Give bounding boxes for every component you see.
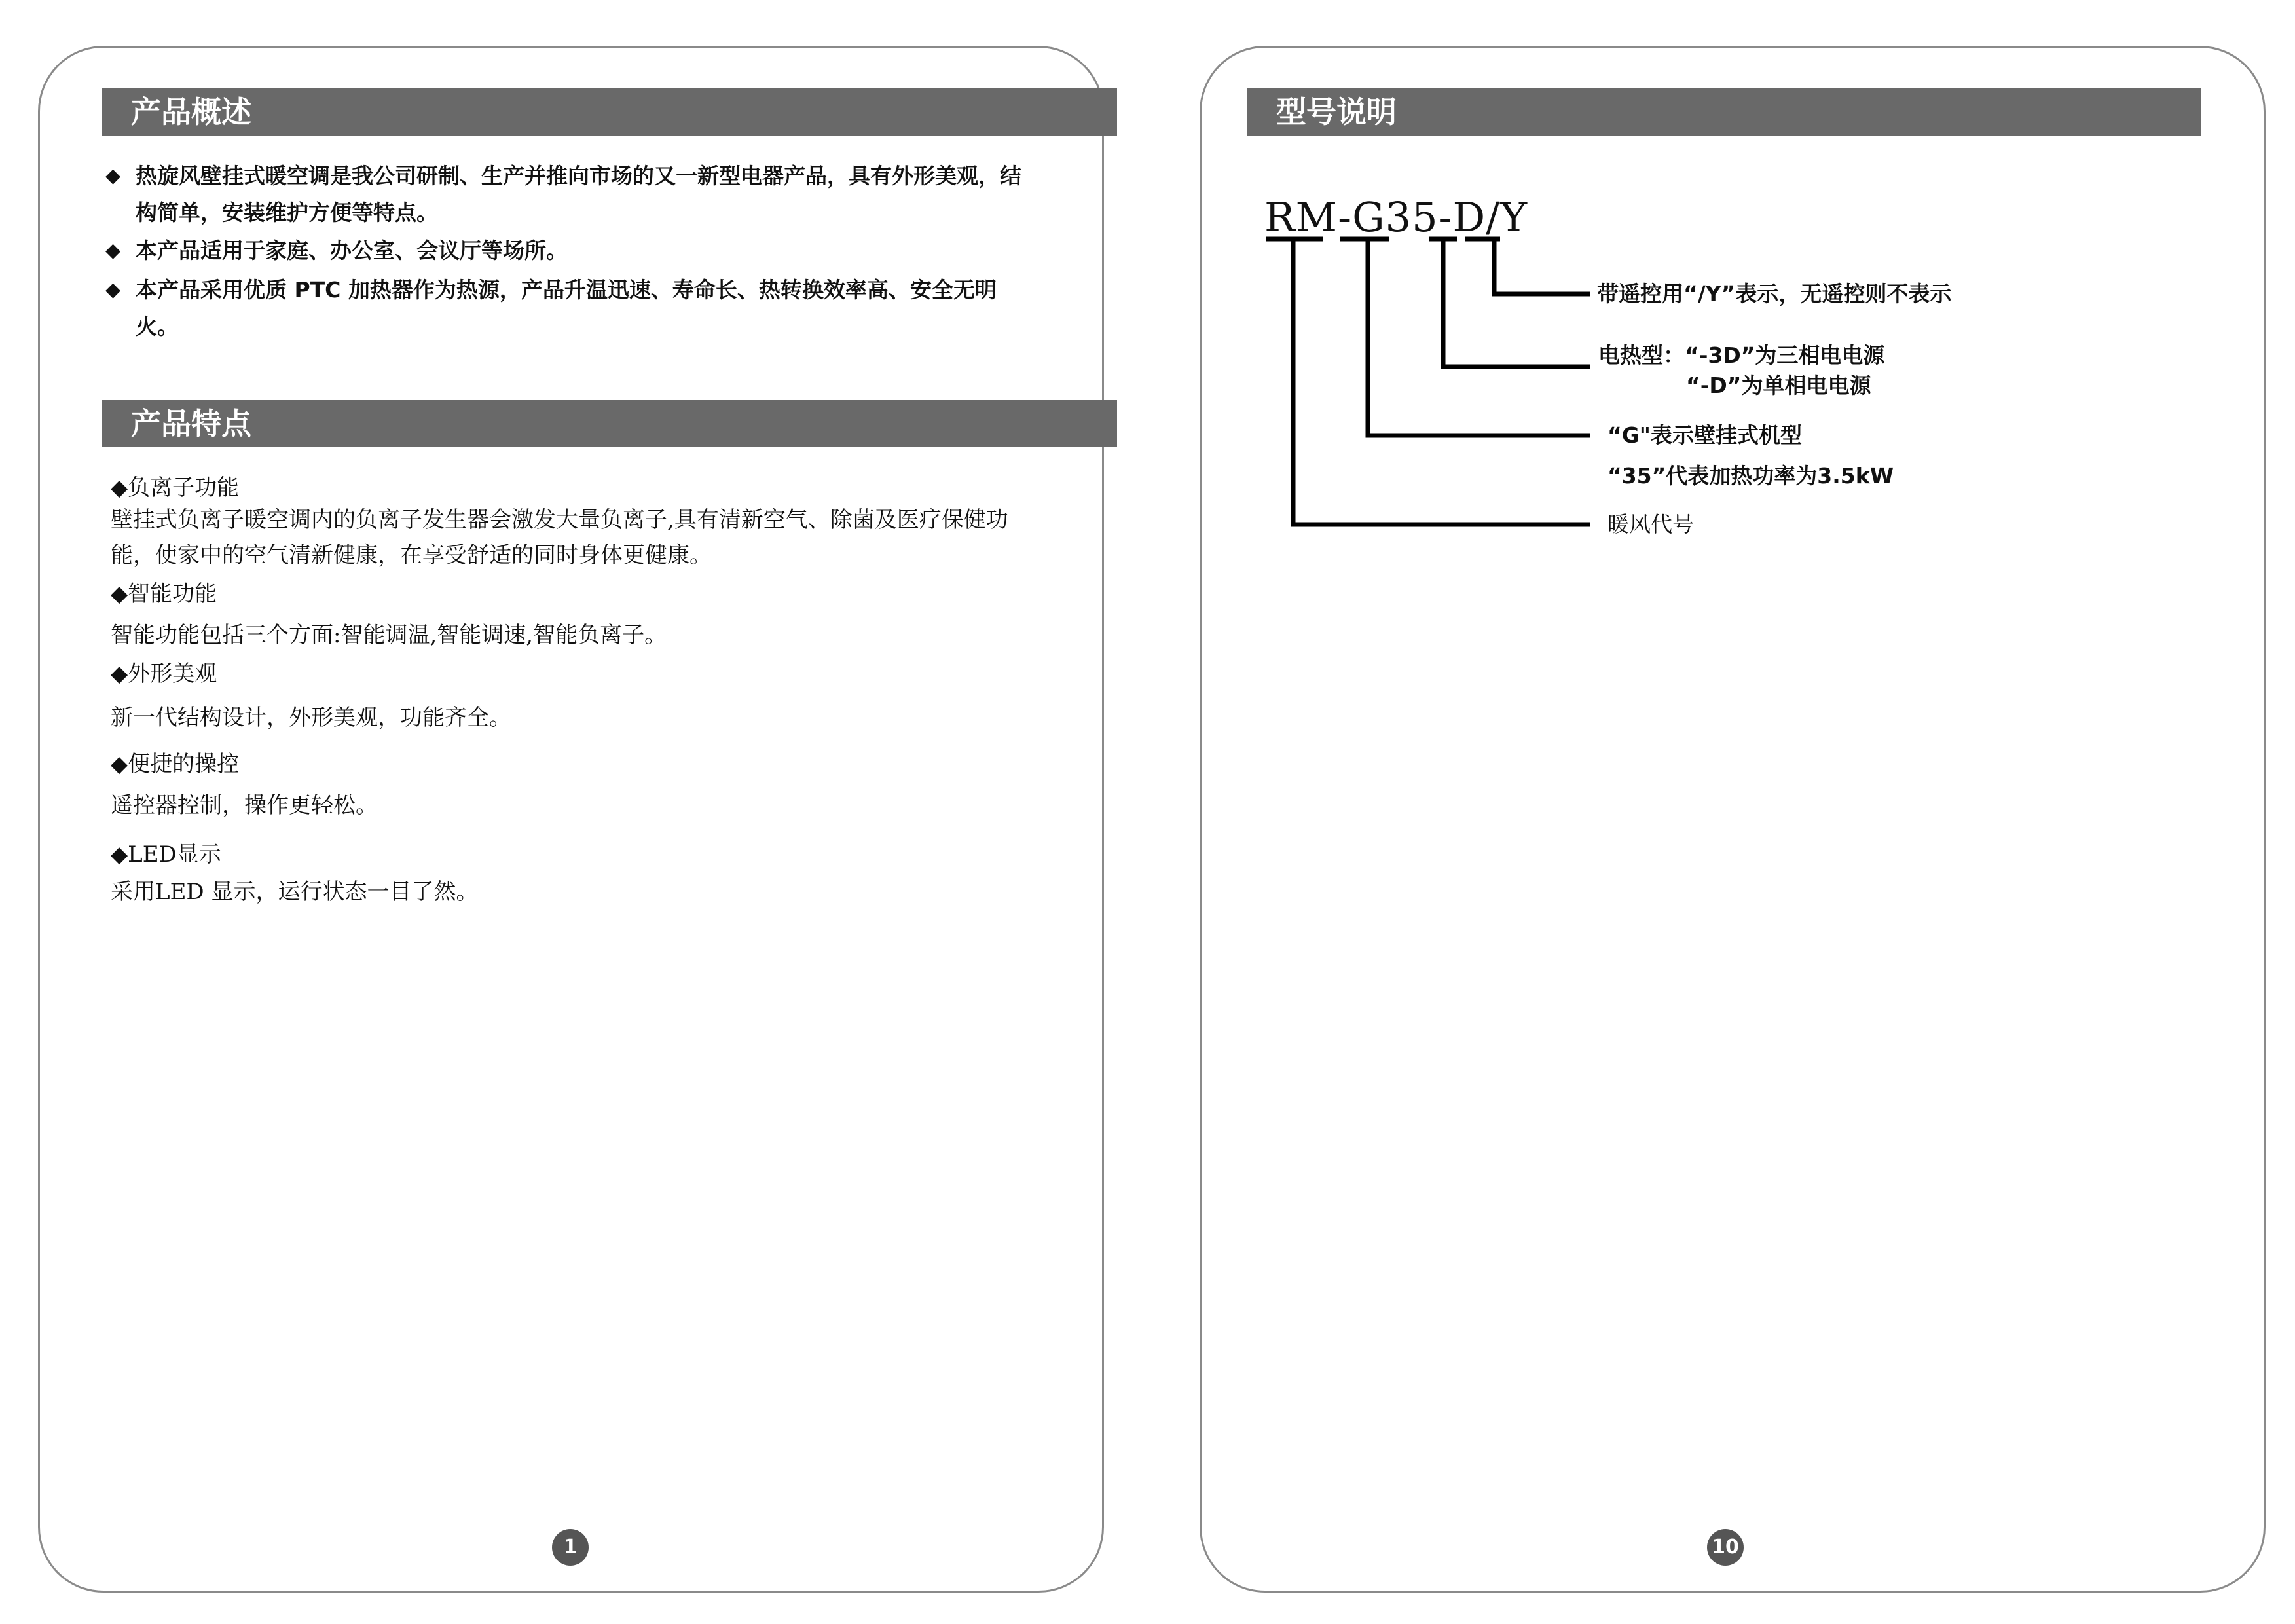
bracket-g35-line [1368, 239, 1590, 435]
diamond-bullet-icon: ◆ [105, 239, 121, 262]
features-section-title: 产品特点 [102, 400, 1117, 447]
label-heating-d: “-D”为单相电电源 [1686, 373, 1871, 398]
diamond-bullet-icon: ◆ [105, 278, 121, 301]
left-page [38, 46, 1104, 1593]
page-number-badge: 10 [1707, 1529, 1744, 1566]
feature-heading-control: ◆便捷的操控 [111, 751, 240, 777]
right-page [1200, 46, 2266, 1593]
feature-heading-negative-ion: ◆负离子功能 [111, 475, 240, 501]
label-power: “35”代表加热功率为3.5kW [1607, 463, 1894, 489]
feature-body-negative-ion: 壁挂式负离子暖空调内的负离子发生器会激发大量负离子,具有清新空气、除菌及医疗保健功能，使家中的空气清新健康，在享受舒适的同时身体更健康。 [111, 507, 1008, 568]
label-remote: 带遥控用“/Y”表示，无遥控则不表示 [1597, 281, 1952, 306]
feature-heading-led: ◆LED显示 [111, 841, 221, 868]
model-code: RM-G35-D/Y [1264, 193, 1528, 241]
overview-item-3: ◆ 本产品采用优质 PTC 加热器作为热源，产品升温迅速、寿命长、热转换效率高、安全无明火。 [105, 272, 1022, 345]
model-section-title: 型号说明 [1247, 88, 2201, 136]
diamond-bullet-icon: ◆ [105, 164, 121, 187]
overview-item-1: ◆ 热旋风壁挂式暖空调是我公司研制、生产并推向市场的又一新型电器产品，具有外形美观，结构简单，安装维护方便等特点。 [105, 158, 1022, 231]
feature-body-smart: 智能功能包括三个方面:智能调温,智能调速,智能负离子。 [111, 622, 667, 648]
overview-section-title: 产品概述 [102, 88, 1117, 136]
label-code: 暖风代号 [1607, 511, 1694, 537]
feature-body-appearance: 新一代结构设计，外形美观，功能齐全。 [111, 705, 511, 731]
label-heating-3d: 电热型：“-3D”为三相电电源 [1598, 342, 1885, 368]
page-number-badge: 1 [552, 1529, 589, 1566]
feature-body-control: 遥控器控制，操作更轻松。 [111, 792, 378, 819]
feature-heading-smart: ◆智能功能 [111, 581, 217, 607]
overview-item-2: ◆ 本产品适用于家庭、办公室、会议厅等场所。 [105, 232, 1022, 269]
bracket-d-line [1443, 239, 1590, 367]
feature-heading-appearance: ◆外形美观 [111, 661, 217, 687]
label-wall-type: “G"表示壁挂式机型 [1607, 422, 1802, 448]
feature-body-led: 采用LED 显示，运行状态一目了然。 [111, 879, 479, 905]
bracket-y-line [1494, 239, 1590, 294]
